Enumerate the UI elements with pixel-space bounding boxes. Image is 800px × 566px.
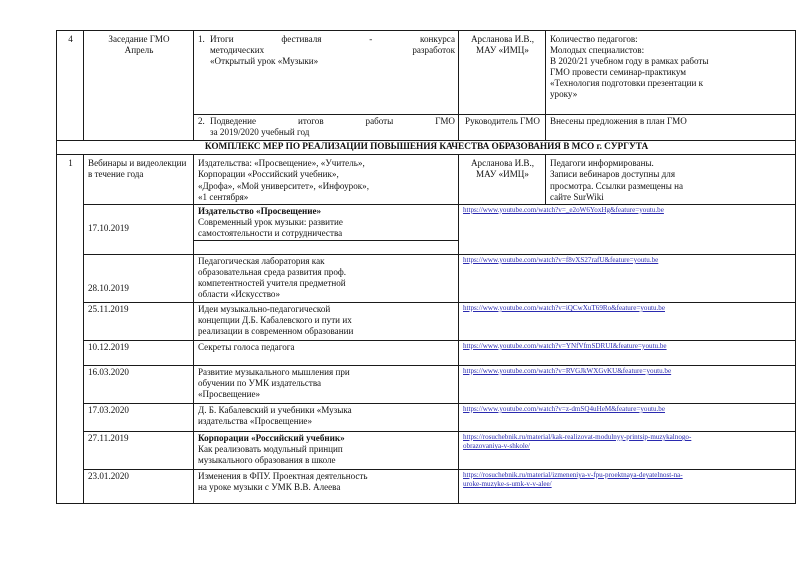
webinars-row-number-cell <box>57 155 84 504</box>
webinar-link[interactable]: https://www.youtube.com/watch?v=z-dmSQ4uHeM&feature=youtu.be <box>463 404 665 413</box>
result-line-2: Молодых специалистов: <box>550 45 645 56</box>
webinar-desc-line-1: Секреты голоса педагога <box>198 341 295 352</box>
webinar-link-cell[interactable] <box>459 254 796 302</box>
webinar-desc-line-3: реализации в современном образовании <box>198 326 354 337</box>
agenda-item-1-line-1: Итоги фестиваля - конкурса <box>210 34 455 44</box>
table-row <box>57 431 796 469</box>
webinar-desc-cell <box>194 340 459 365</box>
table-row <box>57 155 796 204</box>
webinar-desc-line-1: Педагогическая лаборатория как <box>198 255 325 266</box>
plan-table <box>56 30 796 504</box>
table-row <box>57 469 796 503</box>
webinar-desc-line-2: на уроке музыки с УМК В.В. Алеева <box>198 482 341 493</box>
webinar-date: 28.10.2019 <box>88 282 129 293</box>
webinar-desc-cell <box>194 431 459 469</box>
result-line-5: «Технология подготовки презентации к <box>550 78 704 89</box>
webinar-desc-line-1: Современный урок музыки: развитие <box>198 216 343 227</box>
section-banner-cell <box>57 141 796 155</box>
topic-line-1: Заседание ГМО <box>108 34 170 44</box>
section-banner-title: КОМПЛЕКС МЕР ПО РЕАЛИЗАЦИИ ПОВЫШЕНИЯ КАЧЕСТВА ОБРАЗОВАНИЯ В МСО г. СУРГУТА <box>204 142 649 152</box>
webinars-responsible-cell <box>459 155 546 204</box>
webinar-date-cell <box>84 469 194 503</box>
webinar-link[interactable]: https://www.youtube.com/watch?v=iQCwXuT69Ro&feature=youtu.be <box>463 303 665 312</box>
webinars-topic-line-1: Вебинары и видеолекции <box>88 158 187 169</box>
webinar-date-cell <box>84 204 194 254</box>
table-row <box>57 340 796 365</box>
webinar-link[interactable]: https://www.youtube.com/watch?v=RVGJkWXGvKU&feature=youtu.be <box>463 366 672 375</box>
agenda-item-1-line-2: методических разработок <box>210 45 455 56</box>
agenda-item-1-number: 1. <box>198 34 205 44</box>
result-cell-2 <box>546 115 796 141</box>
publishers-line-3: «Дрофа», «Мой университет», «Инфоурок», <box>198 180 369 191</box>
publishers-line-2: Корпорации «Российский учебник», <box>198 169 339 180</box>
webinar-link[interactable]: https://rosuchebnik.ru/material/kak-realizovat-modulnyy-printsip-muzykalnogo- <box>463 432 692 441</box>
webinars-publishers-cell <box>194 155 459 204</box>
agenda-item-1-line-3: «Открытый урок «Музыки» <box>210 56 319 67</box>
webinars-responsible-line-2: МАУ «ИМЦ» <box>476 169 529 180</box>
agenda-item-2-line-1: Подведение итогов работы ГМО <box>210 116 455 126</box>
webinar-link-continued[interactable]: uroke-muzyke-s-umk-v-v-alee/ <box>463 480 552 489</box>
webinar-link[interactable]: https://www.youtube.com/watch?v=_e2oW6YoxHg&feature=youtu.be <box>463 205 664 214</box>
webinars-row-number: 1 <box>68 158 73 169</box>
webinar-link-cell[interactable] <box>459 403 796 431</box>
webinars-topic-cell <box>84 155 194 204</box>
webinar-desc-line-2: обучении по УМК издательства <box>198 378 322 389</box>
responsible-cell <box>459 31 546 115</box>
webinar-heading: Корпорации «Российский учебник» <box>198 432 345 443</box>
table-row <box>57 403 796 431</box>
webinar-desc-line-1: Изменения в ФПУ. Проектная деятельность <box>198 470 368 481</box>
responsible-cell-2 <box>459 115 546 141</box>
webinar-desc-cell <box>194 365 459 403</box>
agenda-item-2-cell <box>194 115 459 141</box>
result-line-4: ГМО провести семинар-практикум <box>550 67 687 78</box>
webinar-desc-cell <box>194 204 459 240</box>
webinar-desc-line-4: области «Искусство» <box>198 289 281 300</box>
result-line-6: уроку» <box>550 89 578 100</box>
webinar-date-cell <box>84 403 194 431</box>
publishers-line-1: Издательства: «Просвещение», «Учитель», <box>198 158 365 169</box>
webinar-desc-cell <box>194 469 459 503</box>
webinars-result-line-3: просмотра. Ссылки размещены на <box>550 180 684 191</box>
webinar-link-cell[interactable] <box>459 431 796 469</box>
publishers-line-4: «1 сентября» <box>198 191 249 202</box>
webinar-link-cell[interactable] <box>459 340 796 365</box>
webinar-date: 27.11.2019 <box>88 432 129 443</box>
webinar-link-cell[interactable] <box>459 204 796 254</box>
table-row <box>57 365 796 403</box>
webinar-desc-line-1: Как реализовать модульный принцип <box>198 444 343 455</box>
webinar-desc-cell <box>194 403 459 431</box>
webinar-date: 25.11.2019 <box>88 303 129 314</box>
webinar-desc-line-1: Развитие музыкального мышления при <box>198 366 350 377</box>
webinar-desc-line-1: Д. Б. Кабалевский и учебники «Музыка <box>198 404 352 415</box>
webinar-desc-cell <box>194 302 459 340</box>
webinar-desc-line-3: «Просвещение» <box>198 389 261 400</box>
responsible-line-1: Арсланова И.В., <box>470 34 535 44</box>
webinar-date-cell <box>84 254 194 302</box>
result-line-1: Количество педагогов: <box>550 34 638 44</box>
webinar-link-continued[interactable]: obrazovaniya-v-shkole/ <box>463 442 530 451</box>
webinars-responsible-line-1: Арсланова И.В., <box>470 158 535 169</box>
webinar-desc-line-2: самостоятельности и сотрудничества <box>198 227 343 238</box>
webinar-date: 17.10.2019 <box>88 222 129 233</box>
result-line-3: В 2020/21 учебном году в рамках работы <box>550 56 709 67</box>
responsible-text: Руководитель ГМО <box>465 116 540 126</box>
webinars-result-line-1: Педагоги информированы. <box>550 158 654 169</box>
table-row <box>57 204 796 240</box>
webinar-date-cell <box>84 302 194 340</box>
agenda-item-1-cell <box>194 31 459 115</box>
webinars-topic-line-2: в течение года <box>88 169 144 180</box>
webinar-desc-line-2: образовательная среда развития проф. <box>198 267 347 278</box>
webinar-date-cell <box>84 340 194 365</box>
webinar-date: 17.03.2020 <box>88 404 129 415</box>
topic-line-2: Апрель <box>124 45 154 56</box>
webinar-date: 16.03.2020 <box>88 366 129 377</box>
webinar-date: 10.12.2019 <box>88 341 129 352</box>
webinar-desc-line-3: компетентностей учителя предметной <box>198 278 346 289</box>
webinar-link-cell[interactable] <box>459 302 796 340</box>
webinar-date: 23.01.2020 <box>88 470 129 481</box>
webinar-link[interactable]: https://www.youtube.com/watch?v=f8vXS27rafU&feature=youtu.be <box>463 255 659 264</box>
webinar-desc-line-2: концепции Д.Б. Кабалевского и пути их <box>198 315 352 326</box>
table-row <box>57 254 796 302</box>
result-cell <box>546 31 796 115</box>
agenda-item-2-number: 2. <box>198 116 205 126</box>
webinars-result-cell <box>546 155 796 204</box>
section-banner-row <box>57 141 796 155</box>
agenda-item-2-line-2: за 2019/2020 учебный год <box>210 127 310 138</box>
webinar-desc-cell <box>194 254 459 302</box>
responsible-line-2: МАУ «ИМЦ» <box>476 45 529 56</box>
webinar-link-cell[interactable] <box>459 365 796 403</box>
webinar-heading: Издательство «Просвещение» <box>198 205 322 216</box>
webinar-desc-line-2: музыкального образования в школе <box>198 455 336 466</box>
result-text: Внесены предложения в план ГМО <box>550 116 687 126</box>
webinar-date-cell <box>84 365 194 403</box>
webinar-desc-line-2: издательства «Просвещение» <box>198 416 313 427</box>
webinar-desc-line-1: Идеи музыкально-педагогической <box>198 303 331 314</box>
webinars-result-line-4: сайте SurWiki <box>550 191 604 202</box>
webinars-result-line-2: Записи вебинаров доступны для <box>550 169 676 180</box>
topic-cell <box>84 31 194 141</box>
row-number: 4 <box>68 34 73 44</box>
table-row <box>57 31 796 115</box>
webinar-link-cell[interactable] <box>459 469 796 503</box>
webinar-link[interactable]: https://rosuchebnik.ru/material/izmeneniya-v-fpu-proektnaya-deyatelnost-na- <box>463 470 683 479</box>
row-number-cell <box>57 31 84 141</box>
webinar-desc-spacer <box>194 240 459 254</box>
table-row <box>57 302 796 340</box>
webinar-link[interactable]: https://www.youtube.com/watch?v=YNfVfmSDRUI&feature=youtu.be <box>463 341 667 350</box>
webinar-date-cell <box>84 431 194 469</box>
